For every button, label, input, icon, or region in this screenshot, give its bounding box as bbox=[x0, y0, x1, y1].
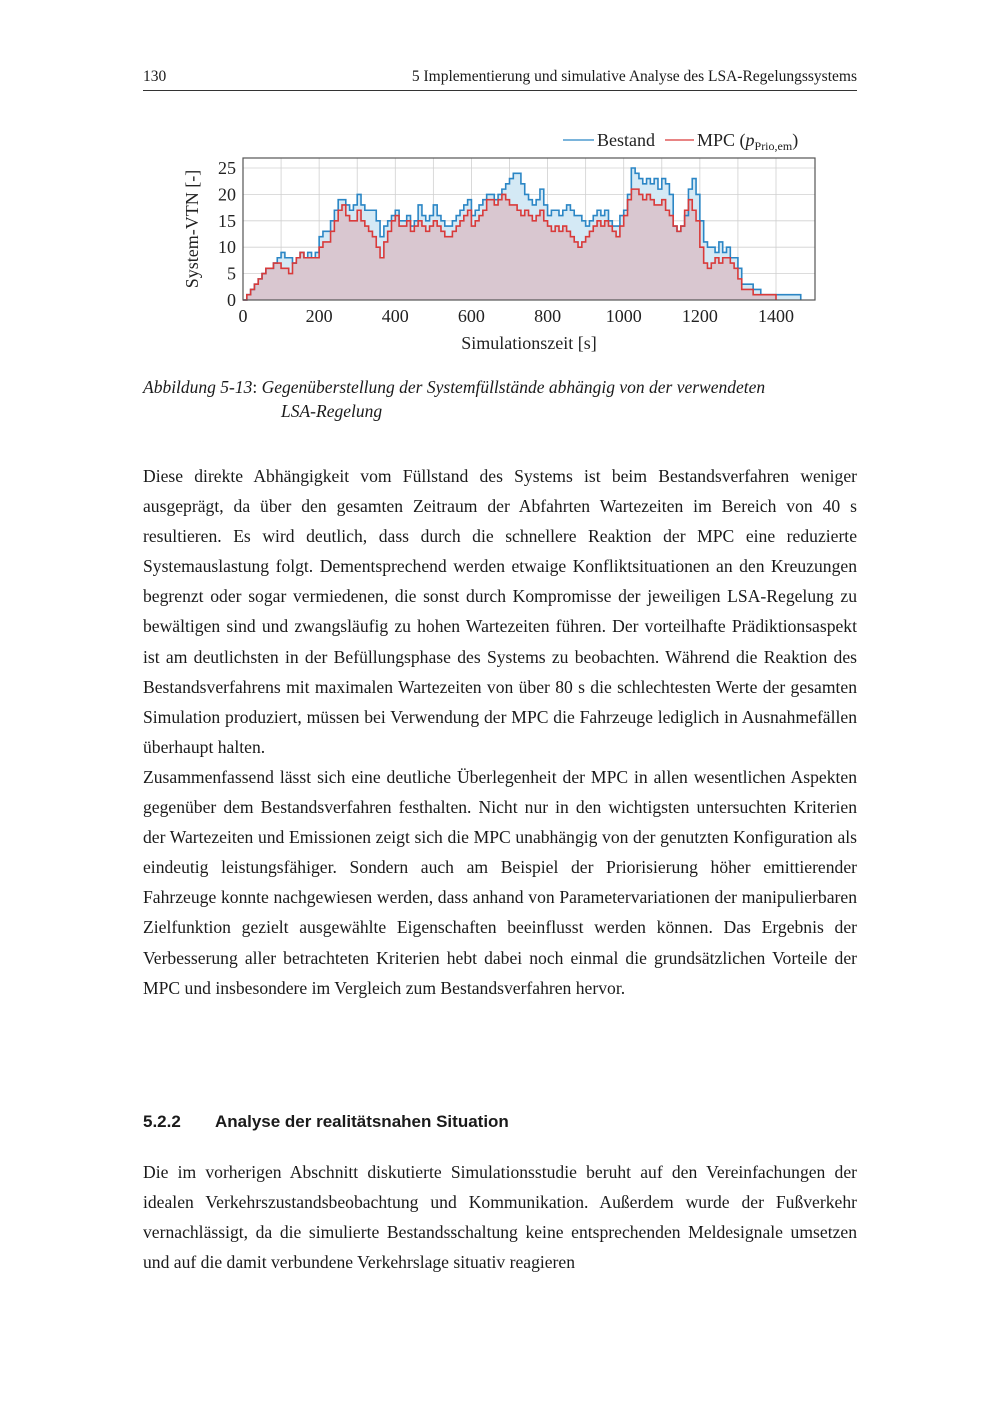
legend-label-bestand: Bestand bbox=[597, 130, 655, 150]
x-tick-label: 600 bbox=[457, 306, 485, 326]
paragraph: Diese direkte Abhängigkeit vom Füllstand des Systems ist beim Bestandsverfahren weniger ausgeprägt, da über den gesamten Zeitraum der Abfahrten Wartezeiten im Bereich von 40 s resultieren. Es wird deutlich, dass durch die schnellere Reaktion der MPC eine reduzierte Systemauslastung folgt. Dementsprechend werden etwaige Konfliktsituationen an den Kreuzungen begrenzt oder sogar vermiedenen, die sonst durch Kompromisse der jeweiligen LSA-Regelung zu bewältigen sind und zwangsläufig zu hohen Wartezeiten führen. Der vorteilhafte Prädiktionsaspekt ist am deutlichsten in der Befüllungsphase des Systems zu beobachten. Während die Reaktion des Bestandsverfahrens mit maximalen Wartezeiten von über 80 s die schlechtesten Werte der gesamten Simulation produziert, müssen bei Verwendung der MPC die Fahrzeuge lediglich in Ausnahmefällen überhaupt halten. bbox=[143, 466, 857, 757]
x-tick-label: 1400 bbox=[758, 306, 794, 326]
y-axis-label: System-VTN [-] bbox=[182, 169, 202, 289]
figure-caption bbox=[143, 375, 859, 423]
y-tick-label: 0 bbox=[227, 290, 236, 310]
x-tick-label: 1000 bbox=[605, 306, 642, 326]
page-number: 130 bbox=[143, 68, 167, 85]
y-tick-label: 25 bbox=[218, 158, 236, 178]
legend bbox=[563, 130, 798, 153]
x-axis-label: Simulationszeit [s] bbox=[461, 333, 597, 353]
chapter-title: 5 Implementierung und simulative Analyse des LSA-Regelungssystems bbox=[411, 68, 857, 85]
x-tick-label: 0 bbox=[238, 306, 248, 326]
caption-sep: : bbox=[252, 377, 262, 397]
paragraph: Zusammenfassend lässt sich eine deutliche Überlegenheit der MPC in allen wesentlichen Aspekten gegenüber dem Bestandsverfahren festhalten. Nicht nur in den wichtigsten untersuchten Kriterien der Wartezeiten und Emissionen zeigt sich die MPC unabhängig von der genutzten Konfiguration als eindeutig leistungsfähiger. Sondern auch am Beispiel der Priorisierung höher emittierender Fahrzeuge konnte nachgewiesen werden, dass anhand von Parametervariationen der manipulierbaren Zielfunktion gezielt ausgewählte Eigenschaften beeinflusst werden können. Das Ergebnis der Verbesserung aller betrachteten Kriterien hebt dabei noch einmal die grundsätzlichen Vorteile der MPC und insbesondere im Vergleich zum Bestandsverfahren hervor. bbox=[143, 766, 857, 998]
caption-line1: Gegenüberstellung der Systemfüllstände abhängig von der verwendeten bbox=[261, 377, 766, 397]
section-title: Analyse der realitätsnahen Situation bbox=[215, 1112, 509, 1131]
y-tick-label: 10 bbox=[218, 237, 236, 258]
caption-label: Abbildung 5-13 bbox=[143, 377, 253, 397]
x-tick-label: 200 bbox=[305, 306, 333, 326]
figure-chart bbox=[0, 0, 1000, 360]
y-tick-label: 20 bbox=[218, 184, 236, 205]
paragraph: Die im vorherigen Abschnitt diskutierte Simulationsstudie beruht auf den Vereinfachungen der idealen Verkehrszustandsbeobachtung und Kommunikation. Außerdem wurde der Fußverkehr vernachlässigt, da die simulierte Bestandsschaltung keine entsprechenden Meldesignale umsetzen und auf die damit verbundene Verkehrslage situativ reagieren bbox=[143, 1162, 857, 1273]
x-tick-label: 800 bbox=[534, 306, 562, 326]
section-number: 5.2.2 bbox=[143, 1112, 181, 1131]
x-tick-labels bbox=[239, 306, 795, 326]
y-tick-label: 15 bbox=[218, 210, 236, 231]
legend-label-mpc: MPC $(p_{Prio,em})$ bbox=[697, 130, 799, 153]
section-body bbox=[143, 1157, 857, 1277]
x-tick-label: 400 bbox=[381, 306, 409, 326]
section-heading bbox=[143, 1112, 509, 1132]
x-tick-label: 1200 bbox=[681, 306, 718, 326]
y-tick-labels bbox=[218, 158, 236, 310]
caption-line2: LSA-Regelung bbox=[281, 401, 383, 421]
body-text bbox=[143, 461, 857, 1003]
chart-areas bbox=[243, 168, 801, 300]
y-tick-label: 5 bbox=[227, 263, 236, 284]
